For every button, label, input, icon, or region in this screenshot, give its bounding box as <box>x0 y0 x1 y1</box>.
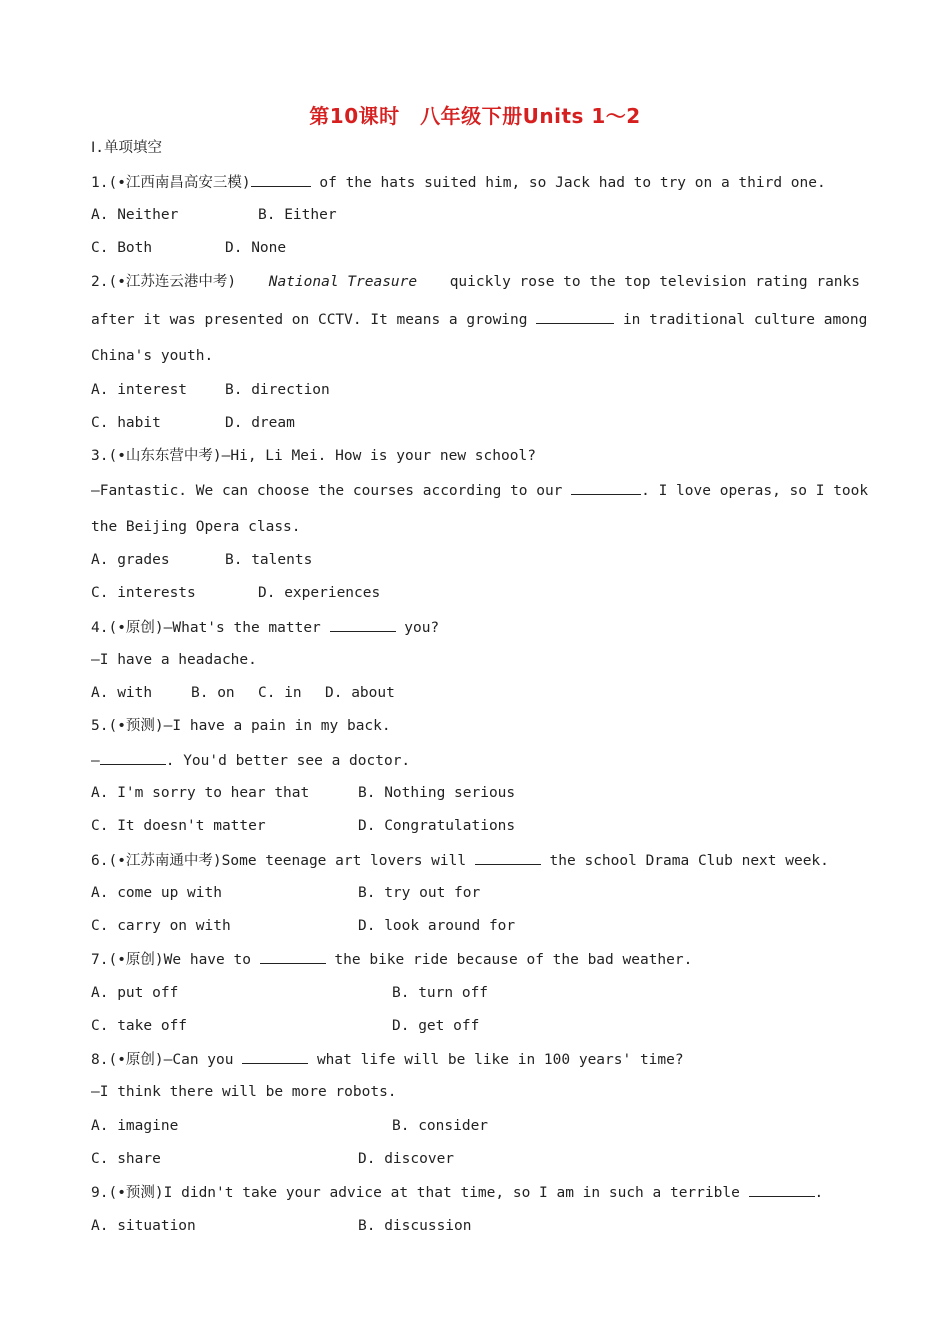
q1-option-d: D. None <box>225 240 287 256</box>
q4-option-c: C. in <box>258 685 302 701</box>
question-2-line-3: China's youth. <box>91 348 214 364</box>
q9-option-a: A. situation <box>91 1218 196 1234</box>
q4-option-b: B. on <box>191 685 235 701</box>
answer-blank <box>100 750 166 765</box>
q1-option-c: C. Both <box>91 240 153 256</box>
q5-option-a: A. I'm sorry to hear that <box>91 785 310 801</box>
q3-option-a: A. grades <box>91 552 170 568</box>
q5-option-b: B. Nothing serious <box>358 785 516 801</box>
question-2-line-1: 2.(•江苏连云港中考) National Treasure quickly rose to the top television rating ranks <box>91 274 860 290</box>
answer-blank <box>571 480 641 495</box>
answer-blank <box>749 1182 815 1197</box>
question-8: 8.(•原创)—Can you what life will be like in 100 years' time? <box>91 1049 684 1070</box>
question-5-line-1: 5.(•预测)—I have a pain in my back. <box>91 718 391 734</box>
section-heading: Ⅰ.单项填空 <box>91 140 163 156</box>
q8-option-d: D. discover <box>358 1151 455 1167</box>
q7-option-d: D. get off <box>392 1018 480 1034</box>
answer-blank <box>260 949 326 964</box>
question-6: 6.(•江苏南通中考)Some teenage art lovers will the school Drama Club next week. <box>91 850 829 871</box>
q4-option-d: D. about <box>325 685 395 701</box>
page-title: 第10课时 八年级下册Units 1～2 <box>309 104 641 128</box>
question-4-reply: —I have a headache. <box>91 652 257 668</box>
question-3-line-3: the Beijing Opera class. <box>91 519 301 535</box>
q4-option-a: A. with <box>91 685 153 701</box>
question-2-line-2: after it was presented on CCTV. It means a growing in traditional culture among <box>91 309 867 330</box>
answer-blank <box>475 850 541 865</box>
question-3-line-2: —Fantastic. We can choose the courses according to our . I love operas, so I took <box>91 480 868 501</box>
answer-blank <box>251 172 311 187</box>
question-1: 1.(•江西南昌高安三模) of the hats suited him, so Jack had to try on a third one. <box>91 172 826 193</box>
question-4: 4.(•原创)—What's the matter you? <box>91 617 439 638</box>
q3-option-b: B. talents <box>225 552 313 568</box>
q2-option-a: A. interest <box>91 382 188 398</box>
question-5-line-2: — . You'd better see a doctor. <box>91 750 410 771</box>
answer-blank <box>242 1049 308 1064</box>
question-3-line-1: 3.(•山东东营中考)—Hi, Li Mei. How is your new school? <box>91 448 536 464</box>
q1-option-b: B. Either <box>258 207 337 223</box>
q7-option-b: B. turn off <box>392 985 489 1001</box>
answer-blank <box>536 309 614 324</box>
q6-option-c: C. carry on with <box>91 918 231 934</box>
q6-option-b: B. try out for <box>358 885 481 901</box>
q1-option-a: A. Neither <box>91 207 179 223</box>
q6-option-a: A. come up with <box>91 885 222 901</box>
q3-option-d: D. experiences <box>258 585 381 601</box>
q8-option-a: A. imagine <box>91 1118 179 1134</box>
question-8-reply: —I think there will be more robots. <box>91 1084 397 1100</box>
answer-blank <box>330 617 396 632</box>
q2-option-d: D. dream <box>225 415 295 431</box>
question-7: 7.(•原创)We have to the bike ride because of the bad weather. <box>91 949 692 970</box>
q8-option-c: C. share <box>91 1151 161 1167</box>
q9-option-b: B. discussion <box>358 1218 472 1234</box>
q3-option-c: C. interests <box>91 585 196 601</box>
q7-option-c: C. take off <box>91 1018 188 1034</box>
q6-option-d: D. look around for <box>358 918 516 934</box>
q5-option-d: D. Congratulations <box>358 818 516 834</box>
question-9: 9.(•预测)I didn't take your advice at that time, so I am in such a terrible . <box>91 1182 823 1203</box>
q7-option-a: A. put off <box>91 985 179 1001</box>
q5-option-c: C. It doesn't matter <box>91 818 266 834</box>
q8-option-b: B. consider <box>392 1118 489 1134</box>
q2-option-c: C. habit <box>91 415 161 431</box>
q2-option-b: B. direction <box>225 382 330 398</box>
